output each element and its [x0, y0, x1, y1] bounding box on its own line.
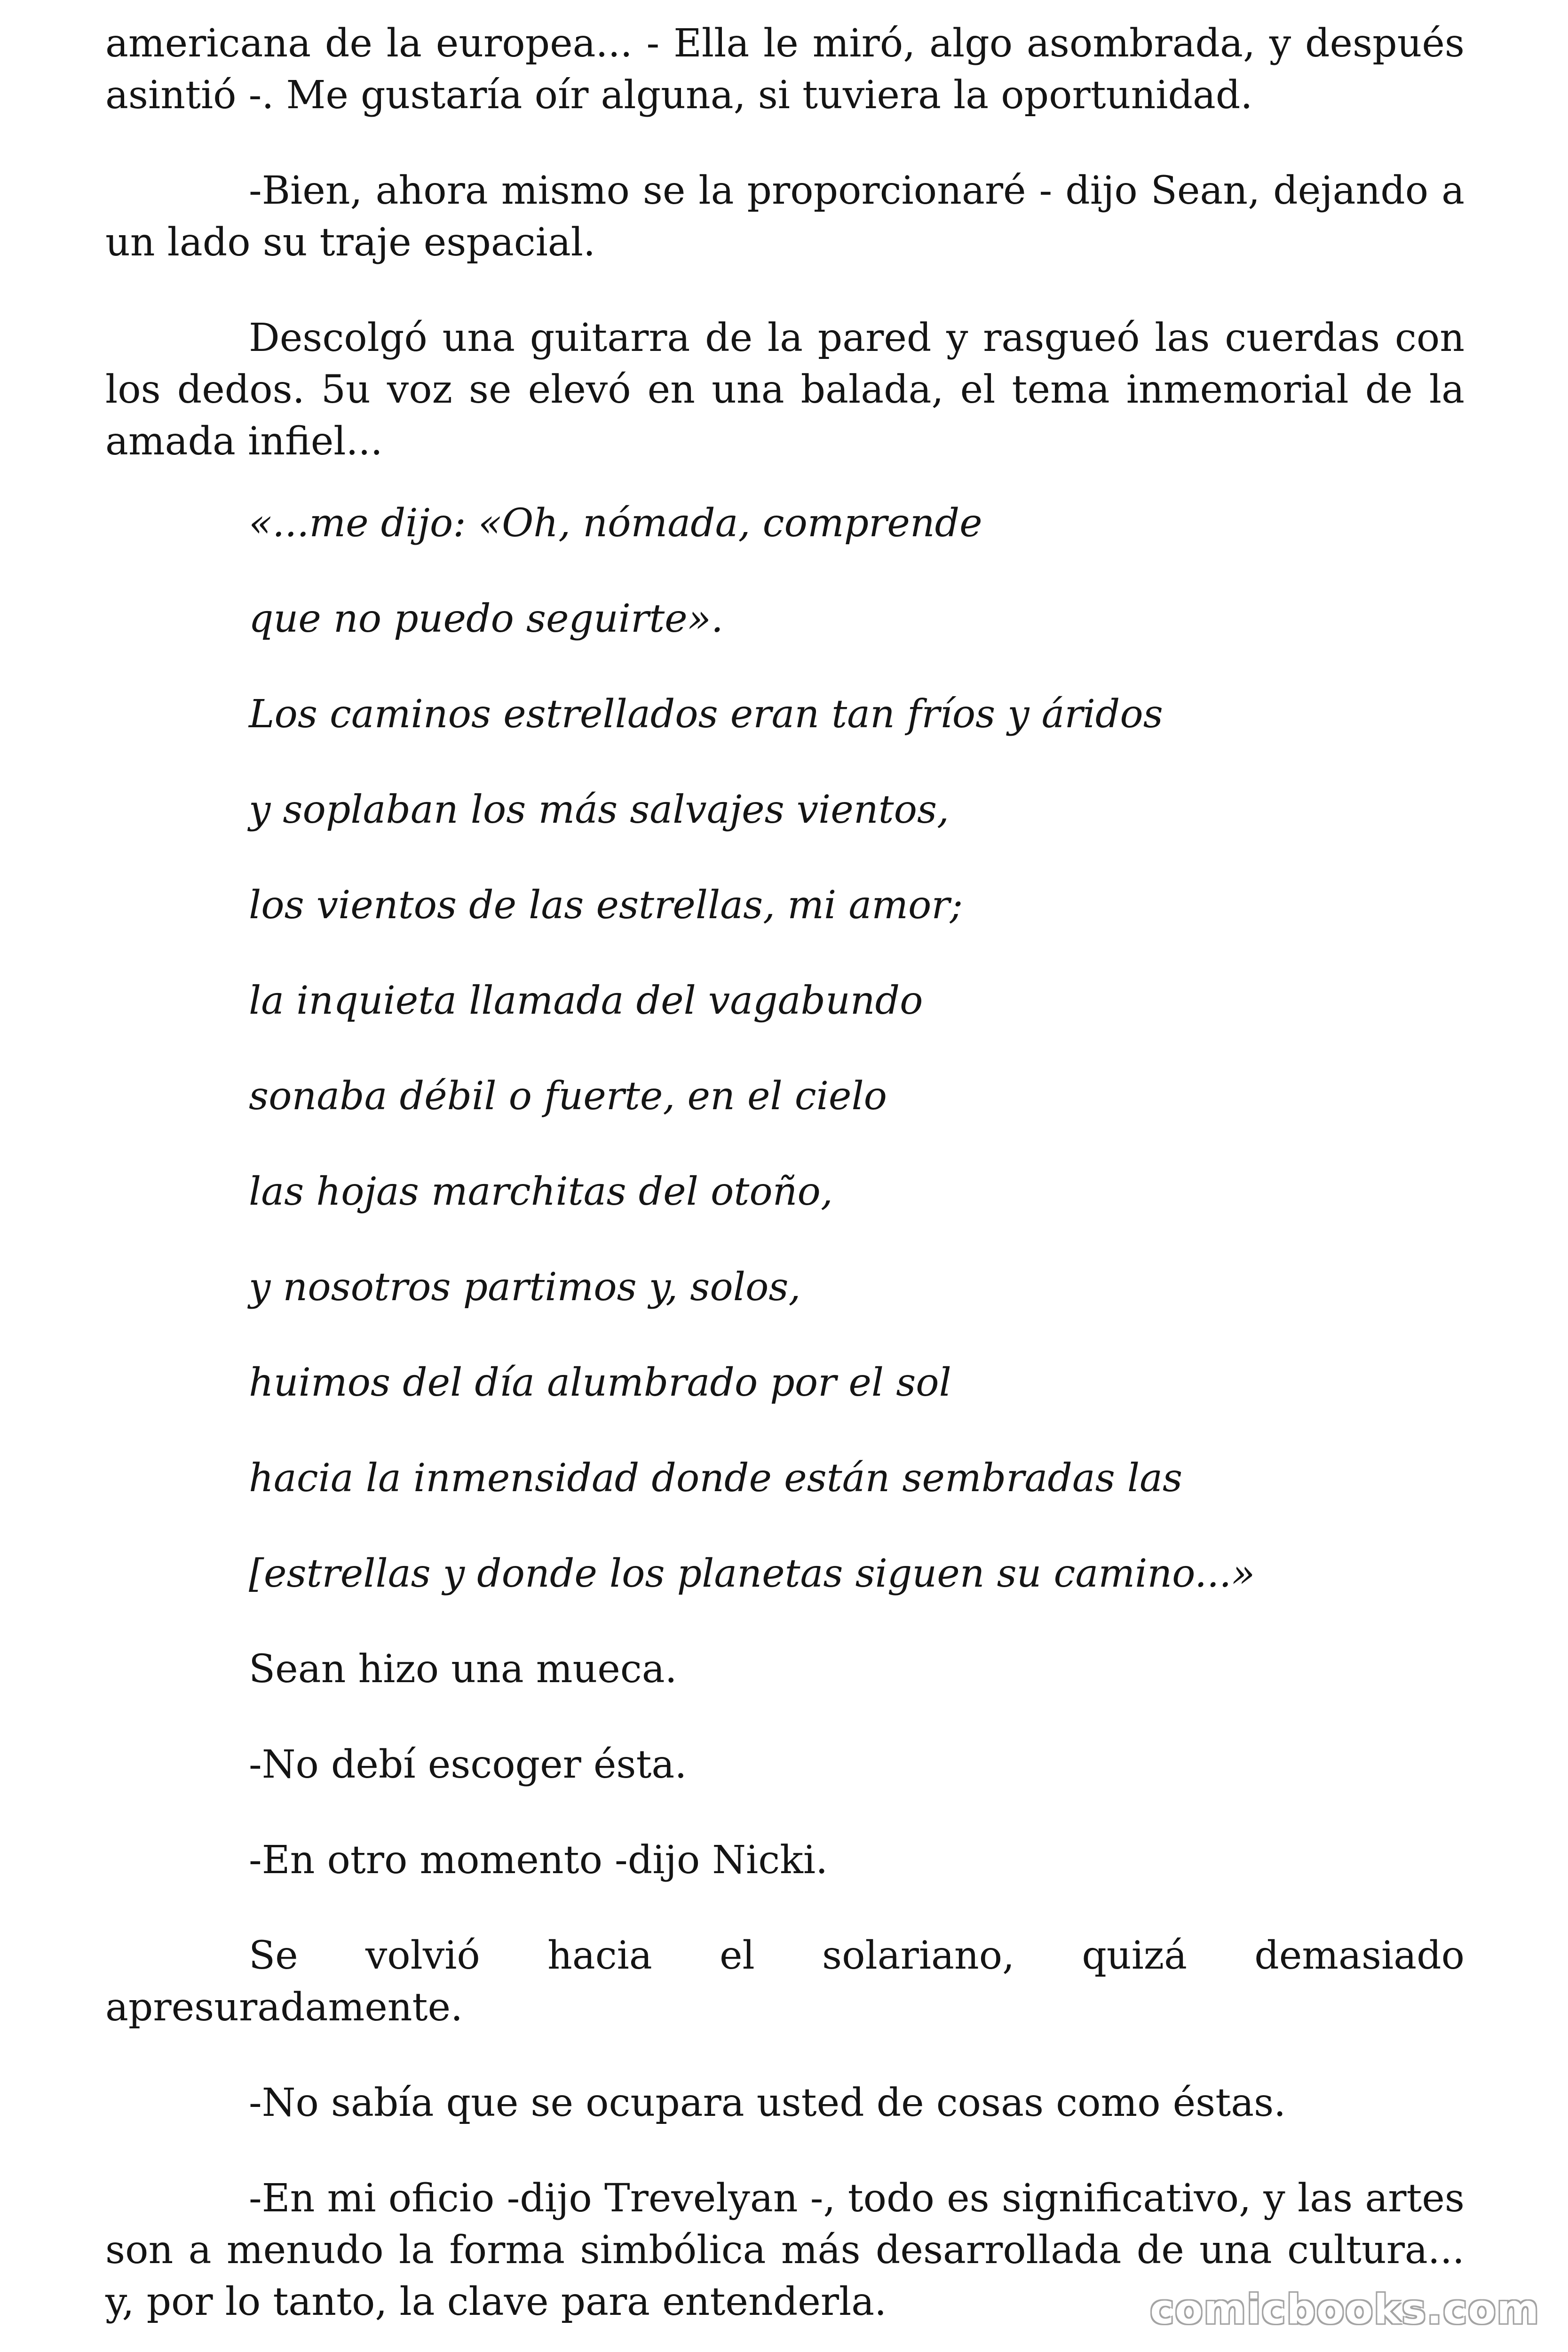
paragraph-nicki-remark: -No sabía que se ocupara usted de cosas como éstas. [249, 2081, 1286, 2125]
verse-line: y soplaban los más salvajes vientos, [249, 787, 950, 832]
watermark-logo: comicbooks.com [1150, 2286, 1540, 2333]
verse-line: «...me dijo: «Oh, nómada, comprende [249, 501, 982, 546]
book-page [105, 0, 1465, 2352]
verse-line: hacia la inmensidad donde están sembradas las [249, 1456, 1183, 1501]
paragraph-trevelyan: -En mi oficio -dijo Trevelyan -, todo es significativo, y las artes son a menudo la forma simbólica más desarrollada de una cultura... y, por lo tanto, la clave para entenderla. [105, 2176, 1465, 2324]
paragraph-sean-reply: -Bien, ahora mismo se la proporcionaré - dijo Sean, dejando a un lado su traje espacial. [105, 168, 1465, 265]
dialog-line: Sean hizo una mueca. [249, 1647, 677, 1692]
paragraph-guitar: Descolgó una guitarra de la pared y rasgueó las cuerdas con los dedos. 5u voz se elevó en una balada, el tema inmemorial de la amada infiel... [105, 316, 1465, 464]
paragraph-turned: Se volvió hacia el solariano, quizá demasiado apresuradamente. [105, 1933, 1465, 2030]
verse-line: Los caminos estrellados eran tan fríos y áridos [249, 692, 1163, 737]
dialog-line: -No debí escoger ésta. [249, 1742, 687, 1787]
dialog-line: -En otro momento -dijo Nicki. [249, 1838, 828, 1883]
verse-line: la inquieta llamada del vagabundo [249, 978, 923, 1023]
verse-line: los vientos de las estrellas, mi amor; [249, 883, 963, 928]
paragraph-continuation: americana de la europea... - Ella le miró, algo asombrada, y después asintió -. Me gustaría oír alguna, si tuviera la oportunidad. [105, 21, 1465, 118]
ballad-verses [105, 498, 1465, 1644]
verse-line: y nosotros partimos y, solos, [249, 1265, 801, 1310]
verse-line: que no puedo seguirte». [249, 596, 723, 641]
verse-line: huimos del día alumbrado por el sol [249, 1360, 951, 1405]
verse-line: [estrellas y donde los planetas siguen su camino...» [249, 1551, 1255, 1596]
verse-line: sonaba débil o fuerte, en el cielo [249, 1074, 887, 1119]
verse-line: las hojas marchitas del otoño, [249, 1169, 833, 1214]
